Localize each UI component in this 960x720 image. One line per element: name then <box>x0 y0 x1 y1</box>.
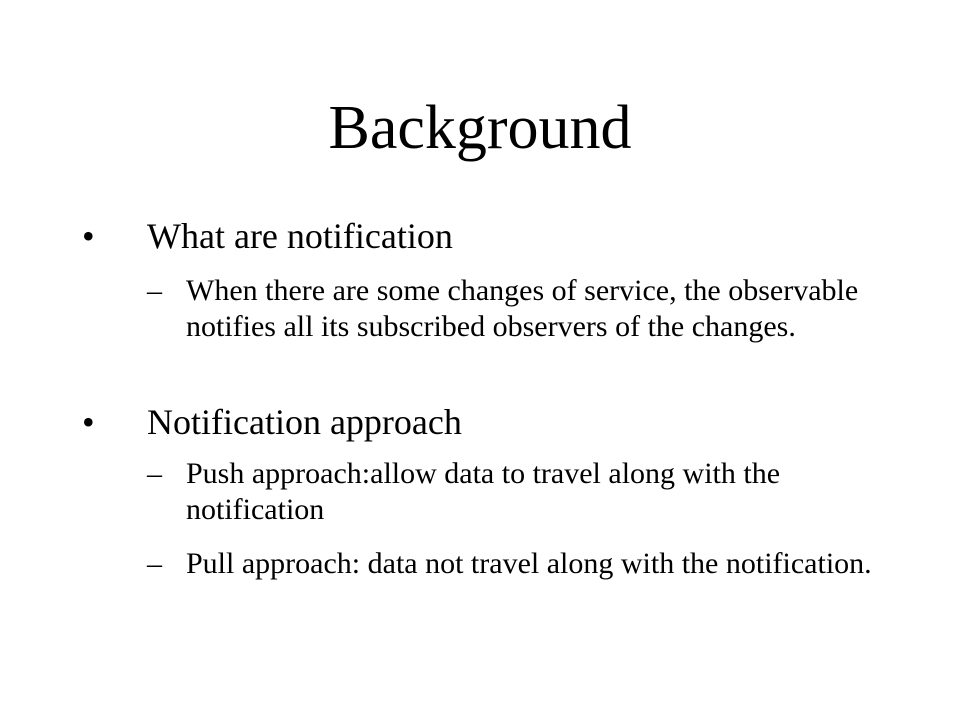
bullet-text: What are notification <box>147 216 453 256</box>
slide-title: Background <box>328 94 632 162</box>
bullet-marker: • <box>82 402 95 442</box>
bullet-text: Notification approach <box>147 402 462 442</box>
sub-bullet-text: When there are some changes of service, the observable notifies all its subscribed observers of the changes. <box>186 274 859 343</box>
sub-bullet-marker: – <box>147 274 162 307</box>
sub-bullet-marker: – <box>147 547 162 580</box>
sub-bullet-text: Pull approach: data not travel along with the notification. <box>186 547 872 580</box>
bullet-marker: • <box>82 216 95 256</box>
sub-bullet-marker: – <box>147 457 162 490</box>
sub-bullet-text: Push approach:allow data to travel along with the notification <box>186 457 781 526</box>
